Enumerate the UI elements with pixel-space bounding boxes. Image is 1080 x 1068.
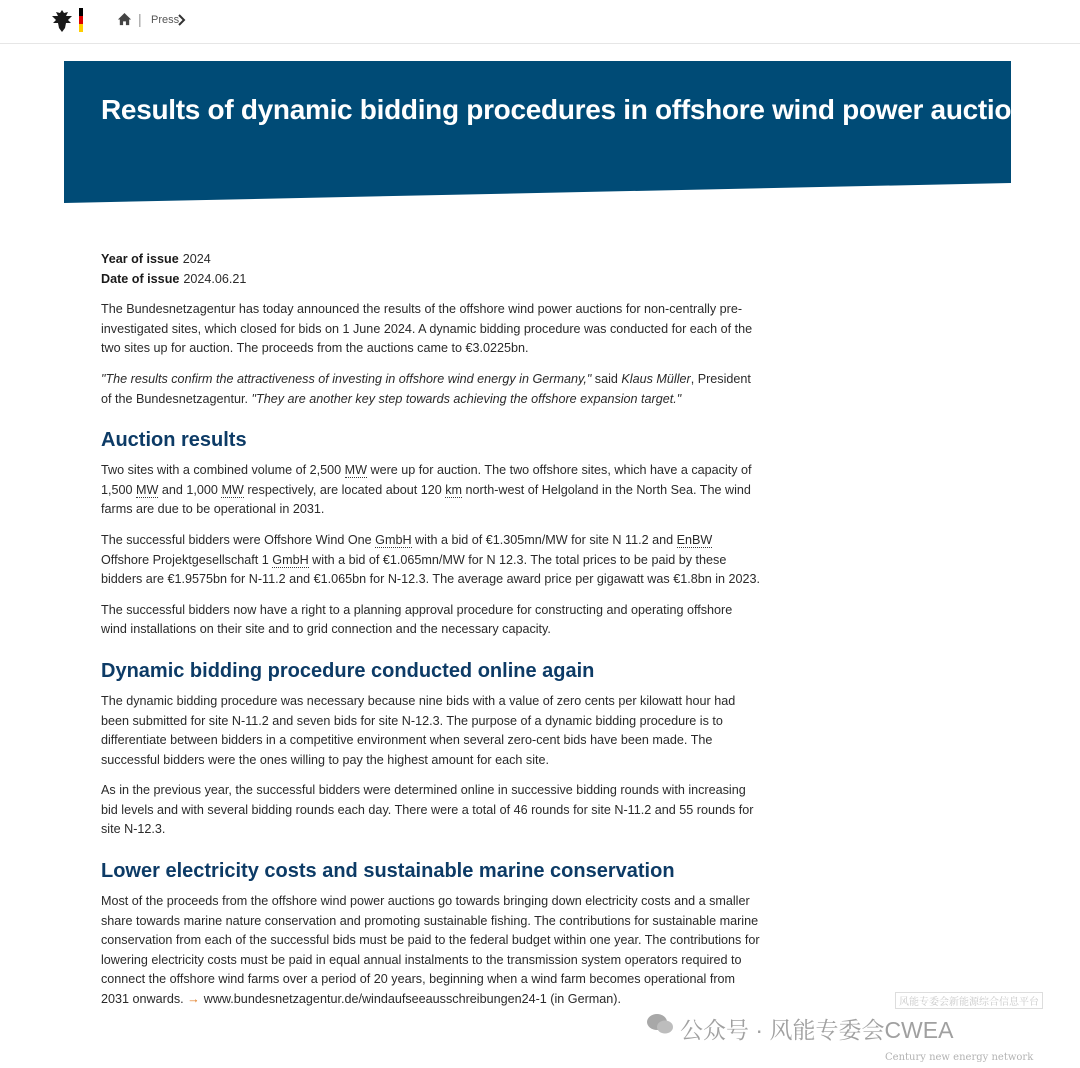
auction-paragraph-3: The successful bidders now have a right to a planning approval procedure for constructing and operating offshore wind installations on their site and to grid connection and the necessary capacity. xyxy=(101,602,733,637)
abbr-km[interactable]: km xyxy=(445,482,463,497)
article-body xyxy=(101,250,761,1010)
dynamic-paragraph-1: The dynamic bidding procedure was necessary because nine bids with a value of zero cents per kilowatt hour had been submitted for site N-11.2 and seven bids for site N-12.3. The purpose of a dynamic bidding procedure is to differentiate between bidders in a competitive environment when several zero-cent bids have been made. The successful bidders were the ones willing to pay the highest amount for each site. xyxy=(101,693,736,767)
abbr-mw[interactable]: MW xyxy=(344,463,367,478)
abbr-gmbh[interactable]: GmbH xyxy=(272,552,309,567)
german-flag-icon xyxy=(79,8,83,32)
heading-dynamic-bidding: Dynamic bidding procedure conducted online again xyxy=(101,659,595,682)
page-title: Results of dynamic bidding procedures in offshore wind power auctions xyxy=(101,94,1044,125)
abbr-enbw[interactable]: EnBW xyxy=(676,532,713,547)
text-span: Two sites with a combined volume of 2,500 xyxy=(101,463,345,478)
watermark-text: 公众号 · 风能专委会CWEA xyxy=(680,1017,954,1043)
quote-part-1: "The results confirm the attractiveness of investing in offshore wind energy in Germany," xyxy=(101,371,592,386)
auction-paragraph-1 xyxy=(101,461,761,520)
lower-paragraph-1 xyxy=(101,892,761,1010)
federal-eagle-icon[interactable] xyxy=(50,8,74,34)
flag-stripe-gold xyxy=(79,24,83,32)
link-suffix: (in German). xyxy=(546,992,621,1007)
intro-paragraph: The Bundesnetzagentur has today announced the results of the offshore wind power auctions for non-centrally pre-investigated sites, which closed for bids on 1 June 2024. A dynamic bidding procedure was conducted for each of the two sites up for auction. The proceeds from the auctions came to €3.0225bn. xyxy=(101,302,753,356)
text-span: respectively, are located about 120 xyxy=(243,482,446,497)
top-bar xyxy=(0,0,1080,44)
issue-meta xyxy=(101,250,761,289)
quote-role: , President of the Bundesnetzagentur. xyxy=(101,371,751,406)
quote-paragraph xyxy=(101,370,761,409)
text-span: Most of the proceeds from the offshore wind power auctions go towards bringing down electricity costs and a smaller share towards marine nature conservation and promoting sustainable fishing. The contributions for sustainable marine conservation from each of the successful bids must be paid to the federal budget within one year. The contributions for lowering electricity costs must be paid in equal annual instalments to the transmission system operators required to connect the offshore wind farms over a period of 20 years, beginning when a wind farm becomes operational from 2031 onwards. xyxy=(101,894,760,1007)
text-span: north-west of Helgoland in the North Sea. The wind farms are due to be operational in 2031. xyxy=(101,482,751,517)
year-label: Year of issue xyxy=(101,252,179,266)
text-span: were up for auction. The two offshore sites, which have a capacity of 1,500 xyxy=(101,463,752,497)
external-link[interactable]: www.bundesnetzagentur.de/windaufseeausschreibungen24-1 xyxy=(203,992,547,1007)
text-span: with a bid of €1.065mn/MW for N 12.3. The total prices to be paid by these bidders are €1.9575bn for N-11.2 and €1.065bn for N-12.3. The average award price per gigawatt was €1.8bn in 2023. xyxy=(101,552,761,587)
heading-auction-results: Auction results xyxy=(101,429,247,452)
date-label: Date of issue xyxy=(101,271,180,286)
abbr-gmbh[interactable]: GmbH xyxy=(375,532,412,547)
quote-person: Klaus Müller xyxy=(621,371,691,386)
chevron-right-icon xyxy=(177,13,187,27)
heading-lower-costs: Lower electricity costs and sustainable marine conservation xyxy=(101,860,675,883)
banner-background xyxy=(64,61,1011,203)
wechat-icon xyxy=(646,1012,674,1036)
abbr-mw[interactable]: MW xyxy=(221,482,244,497)
auction-paragraph-2 xyxy=(101,531,761,590)
abbr-mw[interactable]: MW xyxy=(136,482,159,497)
dynamic-paragraph-2: As in the previous year, the successful bidders were determined online in successive bidding rounds with increasing bid levels and with several bidding rounds each day. There were a total of 46 rounds for site N-11.2 and 55 rounds for site N-12.3. xyxy=(101,783,754,837)
flag-stripe-black xyxy=(79,8,83,16)
arrow-right-icon: → xyxy=(187,992,200,1007)
title-banner xyxy=(64,61,1044,203)
year-value: 2024 xyxy=(182,252,211,266)
text-span: with a bid of €1.305mn/MW for site N 11.2 and xyxy=(411,532,677,547)
watermark-stamp: 风能专委会新能源综合信息平台 xyxy=(895,992,1043,1009)
date-value: 2024.06.21 xyxy=(183,271,247,286)
text-span: The successful bidders were Offshore Wind One xyxy=(101,532,376,547)
text-span: Offshore Projektgesellschaft 1 xyxy=(101,552,273,567)
quote-part-2: "They are another key step towards achieving the offshore expansion target." xyxy=(251,391,682,406)
home-icon[interactable] xyxy=(117,12,132,27)
flag-stripe-red xyxy=(79,16,83,24)
quote-said: said xyxy=(591,371,622,386)
text-span: and 1,000 xyxy=(158,482,222,497)
watermark-subtitle: Century new energy network xyxy=(885,1052,1034,1063)
breadcrumb-press[interactable]: Press xyxy=(151,14,180,26)
breadcrumb-separator: | xyxy=(138,11,142,27)
